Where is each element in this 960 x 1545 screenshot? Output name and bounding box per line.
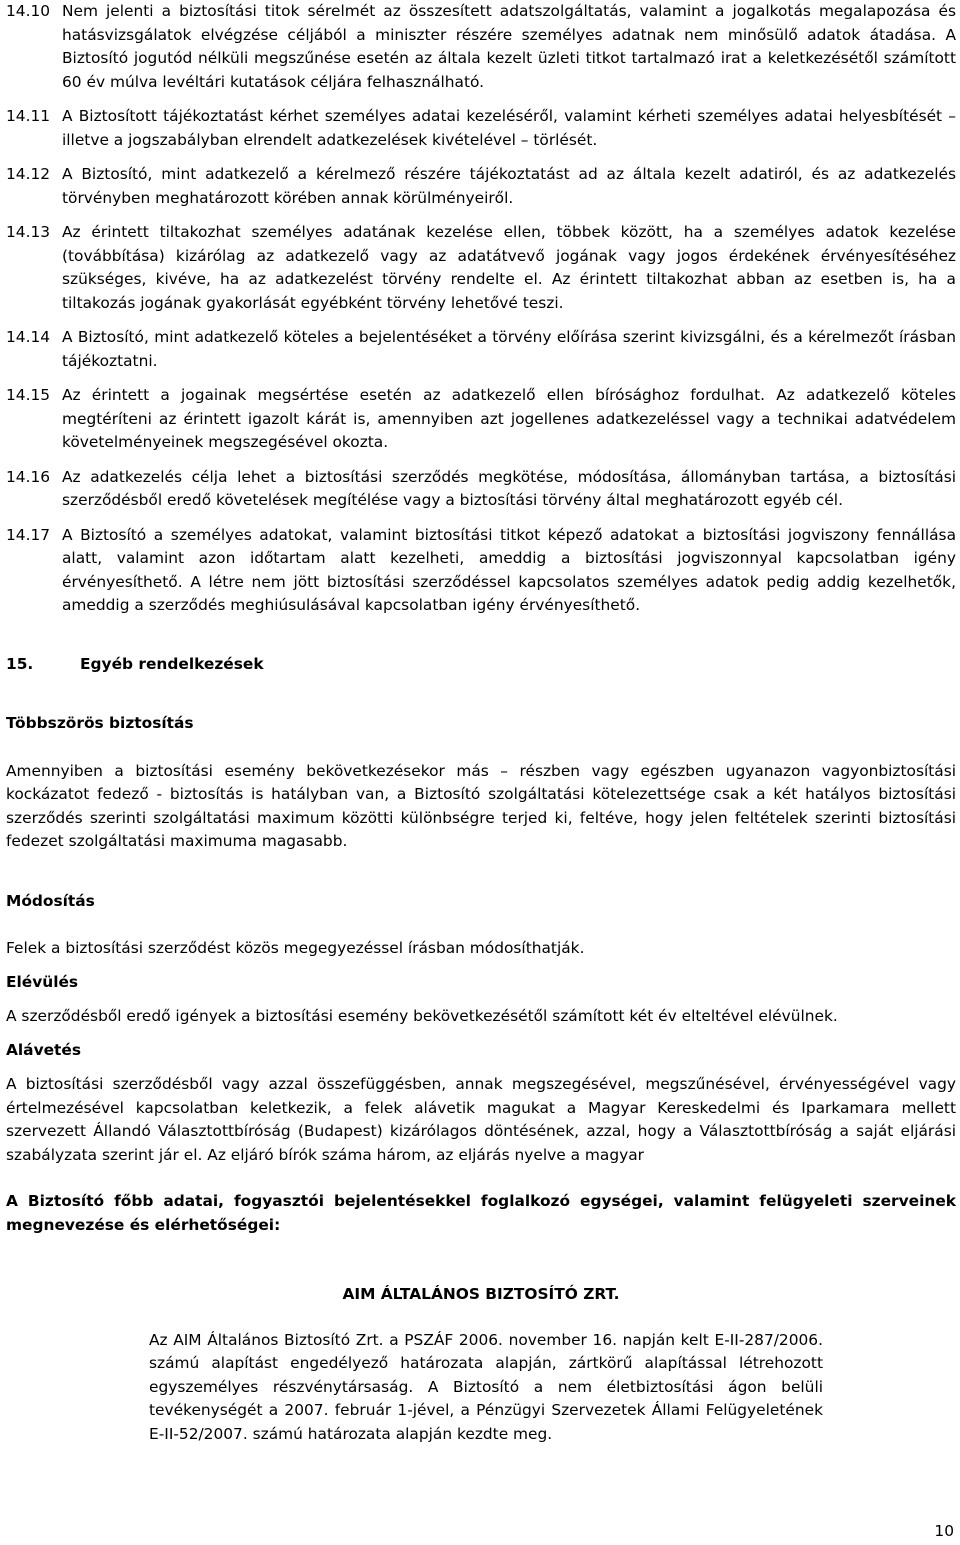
arbitration-text: A biztosítási szerződésből vagy azzal összefüggésben, annak megszegésével, megszűnésével, érvényességével vagy értelmezésével kapcsolatban keletkezik, a felek alávetik magukat a Magyar Kereskedelmi és Iparkamara mellett szervezett Állandó Választottbíróság (Budapest) kizárólagos döntésének, azzal, hogy a Választottbíróság a saját eljárási szabályzata szerint jár el. Az eljáró bírók száma három, az eljárás nyelve a magyar <box>6 1075 956 1164</box>
paragraph-14-10 <box>6 0 956 94</box>
paragraph-text: Az adatkezelés célja lehet a biztosítási szerződés megkötése, módosítása, állományban tartása, a biztosítási szerződésből eredő követelések megítélése vagy a biztosítási törvény által meghatározott egyéb cél. <box>62 467 956 509</box>
paragraph-number: 14.15 <box>6 386 51 404</box>
section-15-heading <box>6 653 956 677</box>
paragraph-text: A Biztosító, mint adatkezelő a kérelmező részére tájékoztatást ad az általa kezelt adatiról, és az adatkezelés törvényben meghatározott körében annak körülményeiről. <box>62 165 956 207</box>
paragraph-14-11 <box>6 105 956 152</box>
limitation-text: A szerződésből eredő igények a biztosítási esemény bekövetkezésétől számított két év elteltével elévülnek. <box>6 1007 838 1025</box>
paragraph-text: A Biztosított tájékoztatást kérhet személyes adatai kezeléséről, valamint kérheti személyes adatai helyesbítését – illetve a jogszabályban elrendelt adatkezelések kivételével – törlését. <box>62 107 956 149</box>
page-number: 10 <box>934 1522 954 1540</box>
multiple-insurance-heading: Többszörös biztosítás <box>6 714 194 732</box>
paragraph-number: 14.10 <box>6 2 51 20</box>
paragraph-number: 14.13 <box>6 223 51 241</box>
company-name: AIM ÁLTALÁNOS BIZTOSÍTÓ ZRT. <box>342 1285 620 1303</box>
paragraph-text: A Biztosító, mint adatkezelő köteles a bejelentéséket a törvény előírása szerint kivizsgálni, és a kérelmezőt írásban tájékoztatni. <box>62 328 956 370</box>
paragraph-text: A Biztosító a személyes adatokat, valamint biztosítási titkot képező adatokat a biztosítási jogviszony fennállása alatt, valamint azon időtartam alatt kezelheti, ameddig a biztosítási jogviszonnyal kapcsolatban igény érvényesíthető. A létre nem jött biztosítási szerződéssel kapcsolatos személyes adatok pedig addig kezelhetők, ameddig a szerződés meghiúsulásával kapcsolatban igény érvényesíthető. <box>62 525 956 614</box>
paragraph-text: Az érintett tiltakozhat személyes adatának kezelése ellen, többek között, ha a személyes adatok kezelése (továbbítása) kizárólag az adatkezelő vagy az adatátvevő jogának vagy jogos érdekének érvényesítéséhez szükséges, kivéve, ha az adatkezelést törvény rendelte el. Az érintett tiltakozhat abban az esetben is, ha a tiltakozás jogának gyakorlását egyébként törvény lehetővé teszi. <box>62 223 956 312</box>
document-page <box>6 0 956 1446</box>
arbitration-heading: Alávetés <box>6 1040 81 1059</box>
section-title: Egyéb rendelkezések <box>80 654 264 673</box>
paragraph-number: 14.12 <box>6 165 51 183</box>
modification-text: Felek a biztosítási szerződést közös megegyezéssel írásban módosíthatják. <box>6 939 585 957</box>
paragraph-14-12 <box>6 163 956 210</box>
paragraph-14-15 <box>6 384 956 455</box>
paragraph-14-14 <box>6 326 956 373</box>
modification-heading: Módosítás <box>6 891 95 910</box>
paragraph-number: 14.11 <box>6 107 51 125</box>
paragraph-text: Nem jelenti a biztosítási titok sérelmét az összesített adatszolgáltatás, valamint a jogalkotás megalapozása és hatásvizsgálatok elvégzése céljából a miniszter részére személyes adatnak nem minősülő adatok átadása. A Biztosító jogutód nélküli megszűnése esetén az általa kezelt üzleti titkot tartalmazó irat a keletkezésétől számított 60 év múlva levéltári kutatások céljára felhasználható. <box>62 2 956 91</box>
section-number: 15. <box>6 654 34 673</box>
multiple-insurance-text: Amennyiben a biztosítási esemény bekövetkezésekor más – részben vagy egészben ugyanazon vagyonbiztosítási kockázatot fedező - biztosítás is hatályban van, a Biztosító szolgáltatási kötelezettsége csak a két hatályos biztosítási szerződés szerinti szolgáltatási maximum közötti különbségre terjed ki, feltéve, hogy jelen feltételek szerinti biztosítási fedezet szolgáltatási maximuma magasabb. <box>6 761 956 850</box>
limitation-heading: Elévülés <box>6 972 79 991</box>
paragraph-number: 14.16 <box>6 467 51 486</box>
main-data-heading: A Biztosító főbb adatai, fogyasztói bejelentésekkel foglalkozó egységei, valamint felügyeleti szerveinek megnevezése és elérhetőségei: <box>6 1192 956 1234</box>
paragraph-number: 14.17 <box>6 525 51 544</box>
paragraph-14-16 <box>6 466 956 513</box>
paragraph-14-17 <box>6 524 956 618</box>
paragraph-14-13 <box>6 221 956 315</box>
paragraph-number: 14.14 <box>6 328 51 346</box>
company-description: Az AIM Általános Biztosító Zrt. a PSZÁF 2006. november 16. napján kelt E-II-287/2006. számú alapítást engedélyező határozata alapján, zártkörű alapítással létrehozott egyszemélyes részvénytársaság. A Biztosító a nem életbiztosítási ágon belüli tevékenységét a 2007. február 1-jével, a Pénzügyi Szervezetek Állami Felügyeletének E-II-52/2007. számú határozata alapján kezdte meg. <box>149 1330 823 1443</box>
paragraph-text: Az érintett a jogainak megsértése esetén az adatkezelő ellen bírósághoz fordulhat. Az adatkezelő köteles megtéríteni az érintett igazolt kárát is, amennyiben azt jogellenes adatkezeléssel vagy a technikai adatvédelem követelményeinek megszegésével okozta. <box>62 386 956 451</box>
